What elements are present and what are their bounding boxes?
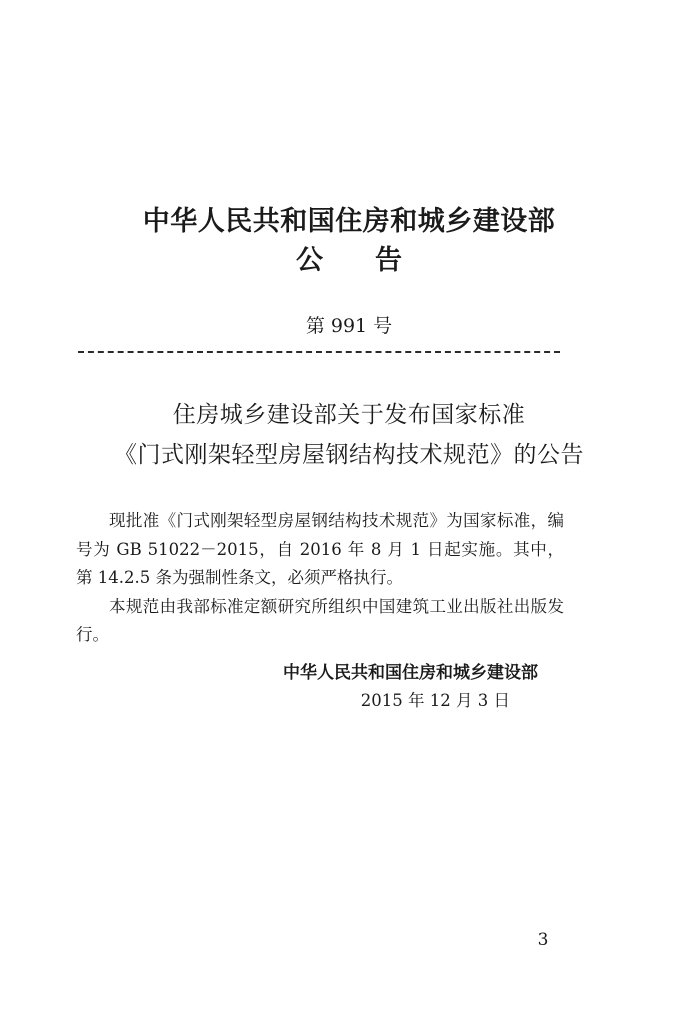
page-number: 3	[537, 930, 549, 950]
separator-rule	[78, 351, 560, 353]
signature-issuer: 中华人民共和国住房和城乡建设部	[283, 663, 538, 683]
document-number: 第 991 号	[305, 315, 393, 337]
issuer-header: 中华人民共和国住房和城乡建设部	[142, 206, 556, 237]
announcement-body	[76, 507, 564, 650]
document-type-title: 公告	[296, 245, 454, 276]
body-paragraph: 现批准《门式刚架轻型房屋钢结构技术规范》为国家标准，编号为 GB 51022－2015，自 2016 年 8 月 1 日起实施。其中，第 14.2.5 条为强制性条文，必须严格执行。	[76, 511, 564, 587]
announcement-title-line-2: 《门式刚架轻型房屋钢结构技术规范》的公告	[114, 442, 584, 468]
signature-date: 2015 年 12 月 3 日	[360, 691, 510, 710]
announcement-title-line-1: 住房城乡建设部关于发布国家标准	[172, 402, 526, 428]
body-paragraph: 本规范由我部标准定额研究所组织中国建筑工业出版社出版发行。	[76, 596, 564, 644]
